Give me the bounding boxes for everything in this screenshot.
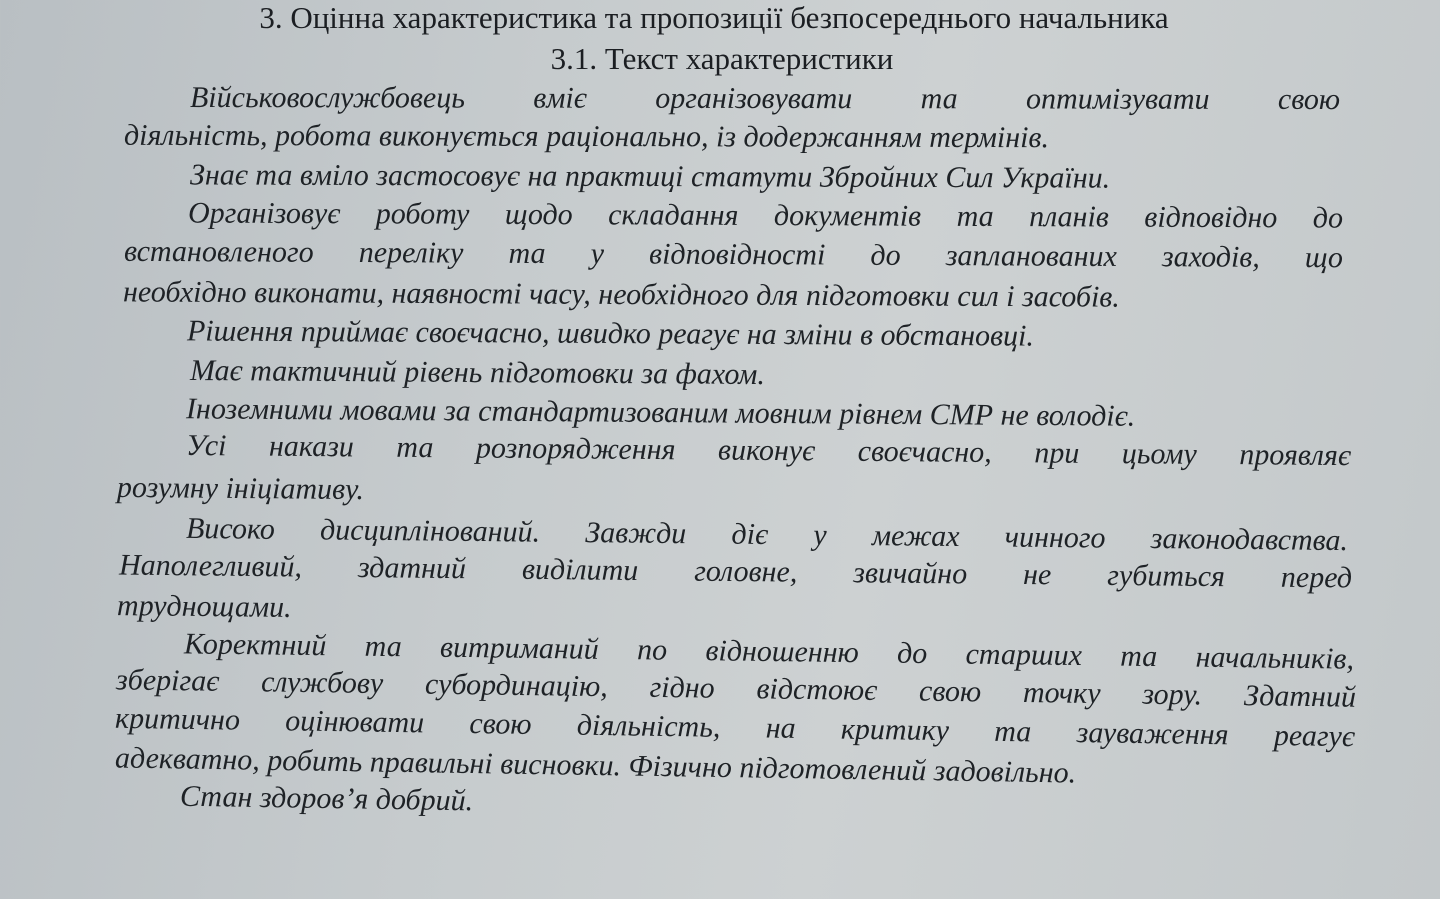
text-line: розумну ініціативу. xyxy=(116,470,365,507)
text-line: критично оцінювати свою діяльність, на критику та зауваження реагує xyxy=(114,701,1356,754)
text-line: труднощами. xyxy=(116,589,292,624)
text-line: необхідно виконати, наявності часу, необхідного для підготовки сил і засобів. xyxy=(122,275,1120,314)
text-line: Стан здоров’я добрий. xyxy=(179,779,474,818)
text-line: Іноземними мовами за стандартизованим мовним рівнем СМР не володіє. xyxy=(185,392,1136,433)
text-line: Знає та вміло застосовує на практиці статути Збройних Сил України. xyxy=(189,158,1111,195)
text-line: адекватно, робить правильні висновки. Фізично підготовлений задовільно. xyxy=(114,741,1077,790)
text-line: діяльність, робота виконується раціонально, із додержанням термінів. xyxy=(123,118,1050,155)
text-line: Наполегливий, здатний виділити головне, звичайно не губиться перед xyxy=(118,548,1353,595)
subsection-title: 3.1. Текст характеристики xyxy=(550,41,894,76)
text-line: Організовує роботу щодо складання документів та планів відповідно до xyxy=(187,196,1344,235)
text-line: Усі накази та розпорядження виконує своєчасно, при цьому проявляє xyxy=(185,428,1352,473)
text-line: Військовослужбовець вміє організовувати та оптимізувати свою xyxy=(189,80,1341,117)
text-line: Коректний та витриманий по відношенню до старших та начальників, xyxy=(183,627,1355,676)
text-line: Має тактичний рівень підготовки за фахом. xyxy=(189,353,766,392)
section-title: 3. Оцінна характеристика та пропозиції безпосереднього начальника xyxy=(259,0,1169,35)
text-line: Високо дисциплінований. Завжди діє у межах чинного законодавства. xyxy=(185,511,1349,558)
text-line: Рішення приймає своєчасно, швидко реагує на зміни в обстановці. xyxy=(186,314,1035,353)
text-line: встановленого переліку та у відповідності до запланованих заходів, що xyxy=(123,234,1344,275)
text-line: зберігає службову субординацію, гідно відстоює свою точку зору. Здатний xyxy=(115,663,1357,714)
